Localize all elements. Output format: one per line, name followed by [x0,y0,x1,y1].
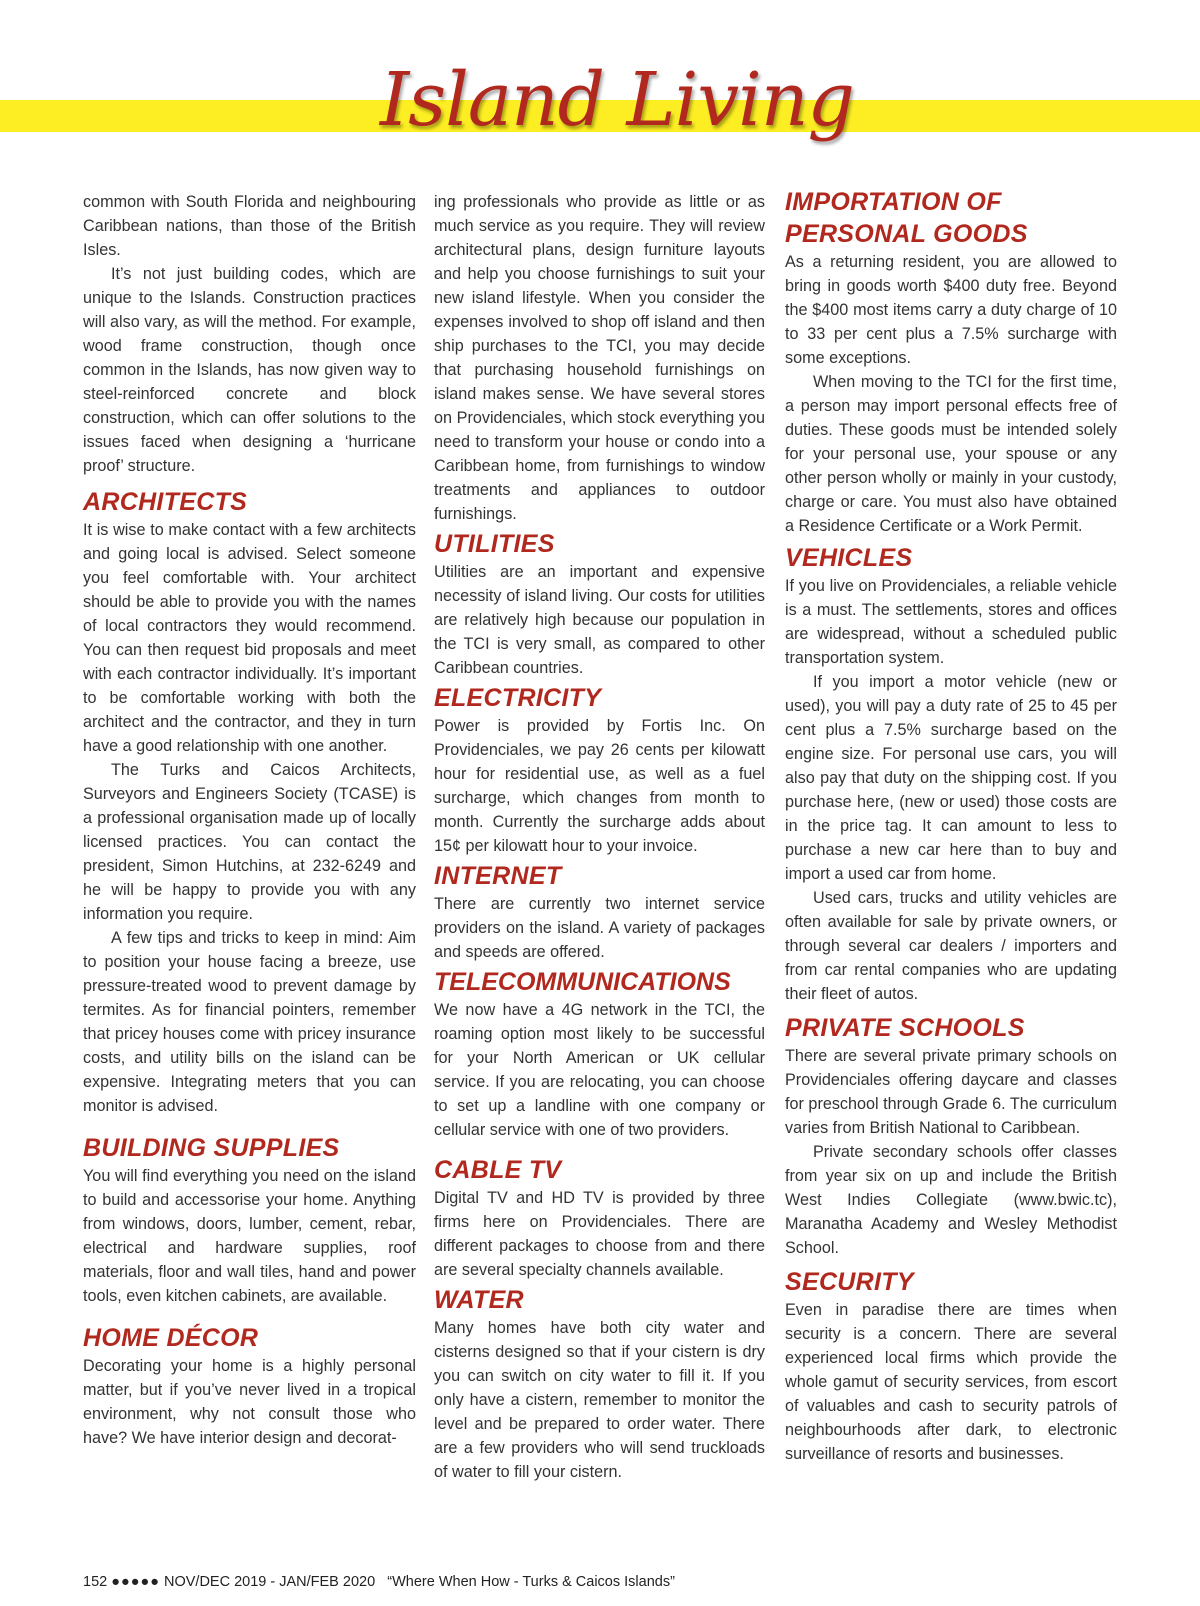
heading-electricity: ELECTRICITY [434,684,602,712]
column-3 [785,190,1117,1466]
paragraph: Even in paradise there are times when security is a concern. There are several experienced local firms which provide the whole gamut of security services, from escort of valuables and cash to security patrols of neighbourhoods after dark, to electronic surveillance of resorts and businesses. [785,1301,1117,1463]
paragraph: A few tips and tricks to keep in mind: Aim to position your house facing a breeze, use pressure-treated wood to prevent damage by termites. As for financial pointers, remember that pricey houses come with pricey insurance costs, and utility bills on the island can be expensive. Integrating meters that you can monitor is advised. [83,929,416,1115]
page-number: 152 [83,1574,108,1590]
section-title: Island Living [380,57,854,143]
paragraph: Digital TV and HD TV is provided by three firms here on Providenciales. There are different packages to choose from and there are several specialty channels available. [434,1189,765,1279]
heading-architects: ARCHITECTS [83,488,248,516]
paragraph: When moving to the TCI for the first time, a person may import personal effects free of duties. These goods must be intended solely for your personal use, your spouse or any other person wholly or mainly in your custody, charge or care. You must also have obtained a Residence Certificate or a Work Permit. [785,373,1117,535]
paragraph: Power is provided by Fortis Inc. On Providenciales, we pay 26 cents per kilowatt hour for residential use, as well as a fuel surcharge, which changes from month to month. Currently the surcharge adds about 15¢ per kilowatt hour to your invoice. [434,717,765,855]
heading-utilities: UTILITIES [434,530,555,558]
heading-internet: INTERNET [434,862,562,890]
heading-vehicles: VEHICLES [785,544,913,572]
paragraph: The Turks and Caicos Architects, Surveyors and Engineers Society (TCASE) is a professional organisation made up of locally licensed practices. You can contact the president, Simon Hutchins, at 232-6249 and he will be happy to provide you with any information you require. [83,761,416,923]
paragraph: If you import a motor vehicle (new or used), you will pay a duty rate of 25 to 45 per cent plus a 7.5% surcharge based on the engine size. For personal use cars, you will also pay that duty on the shipping cost. If you purchase here, (new or used) those costs are in the price tag. It can amount to less to purchase a new car here than to buy and import a used car from home. [785,673,1117,883]
paragraph: Many homes have both city water and cisterns designed so that if your cistern is dry you can switch on city water to fill it. If you only have a cistern, remember to monitor the level and be prepared to order water. There are a few providers who will send truckloads of water to fill your cistern. [434,1319,765,1481]
issue-date: NOV/DEC 2019 - JAN/FEB 2020 [164,1574,376,1590]
heading-telecommunications: TELECOMMUNICATIONS [434,968,731,996]
paragraph: It’s not just building codes, which are unique to the Islands. Construction practices will also vary, as will the method. For example, wood frame construction, though once common in the Islands, has now given way to steel-reinforced concrete and block construction, which can offer solutions to the issues faced when designing a ‘hurricane proof’ structure. [83,265,416,475]
paragraph: Utilities are an important and expensive necessity of island living. Our costs for utilities are relatively high because our population in the TCI is very small, as compared to other Caribbean countries. [434,563,765,677]
paragraph: You will find everything you need on the island to build and accessorise your home. Anything from windows, doors, lumber, cement, rebar, electrical and hardware supplies, roof materials, floor and wall tiles, hand and power tools, even kitchen cabinets, are available. [83,1167,416,1305]
paragraph: There are currently two internet service providers on the island. A variety of packages and speeds are offered. [434,895,765,961]
paragraph: We now have a 4G network in the TCI, the roaming option most likely to be successful for your North American or UK cellular service. If you are relocating, you can choose to set up a landline with one company or cellular service with one of two providers. [434,1001,765,1139]
column-1 [83,190,416,1450]
paragraph: It is wise to make contact with a few architects and going local is advised. Select someone you feel comfortable with. Your architect should be able to provide you with the names of local contractors they would recommend. You can then request bid proposals and meet with each contractor individually. It’s important to be comfortable working with both the architect and the contractor, and they in turn have a good relationship with one another. [83,521,416,755]
page-footer [83,1574,883,1590]
paragraph: Decorating your home is a highly personal matter, but if you’ve never lived in a tropical environment, why not consult those who have? We have interior design and decorat- [83,1357,416,1447]
column-2 [434,190,765,1484]
heading-home-decor: HOME DÉCOR [83,1324,259,1352]
heading-importation: IMPORTATION OF PERSONAL GOODS [785,188,1028,248]
paragraph: Used cars, trucks and utility vehicles are often available for sale by private owners, or through several car dealers / importers and from car rental companies who are updating their fleet of autos. [785,889,1117,1003]
heading-security: SECURITY [785,1268,914,1296]
heading-private-schools: PRIVATE SCHOOLS [785,1014,1025,1042]
paragraph: If you live on Providenciales, a reliable vehicle is a must. The settlements, stores and offices are widespread, without a scheduled public transportation system. [785,577,1117,667]
heading-water: WATER [434,1286,524,1314]
publication-name: “Where When How - Turks & Caicos Islands” [387,1574,675,1590]
paragraph: common with South Florida and neighbouring Caribbean nations, than those of the British Isles. [83,193,416,259]
heading-building-supplies: BUILDING SUPPLIES [83,1134,340,1162]
paragraph: Private secondary schools offer classes from year six on up and include the British West Indies Collegiate (www.bwic.tc), Maranatha Academy and Wesley Methodist School. [785,1143,1117,1257]
paragraph: ing professionals who provide as little or as much service as you require. They will review architectural plans, design furniture layouts and help you choose furnishings to suit your new island lifestyle. When you consider the expenses involved to shop off island and then ship purchases to the TCI, you may decide that purchasing household furnishings on island makes sense. We have several stores on Providenciales, which stock everything you need to transform your house or condo into a Caribbean home, from furnishings to window treatments and appliances to outdoor furnishings. [434,193,765,523]
paragraph: There are several private primary schools on Providenciales offering daycare and classes for preschool through Grade 6. The curriculum varies from British National to Caribbean. [785,1047,1117,1137]
footer-dots: ●●●●● [111,1574,160,1590]
paragraph: As a returning resident, you are allowed to bring in goods worth $400 duty free. Beyond the $400 most items carry a duty charge of 10 to 33 per cent plus a 7.5% surcharge with some exceptions. [785,253,1117,367]
heading-cable-tv: CABLE TV [434,1156,562,1184]
